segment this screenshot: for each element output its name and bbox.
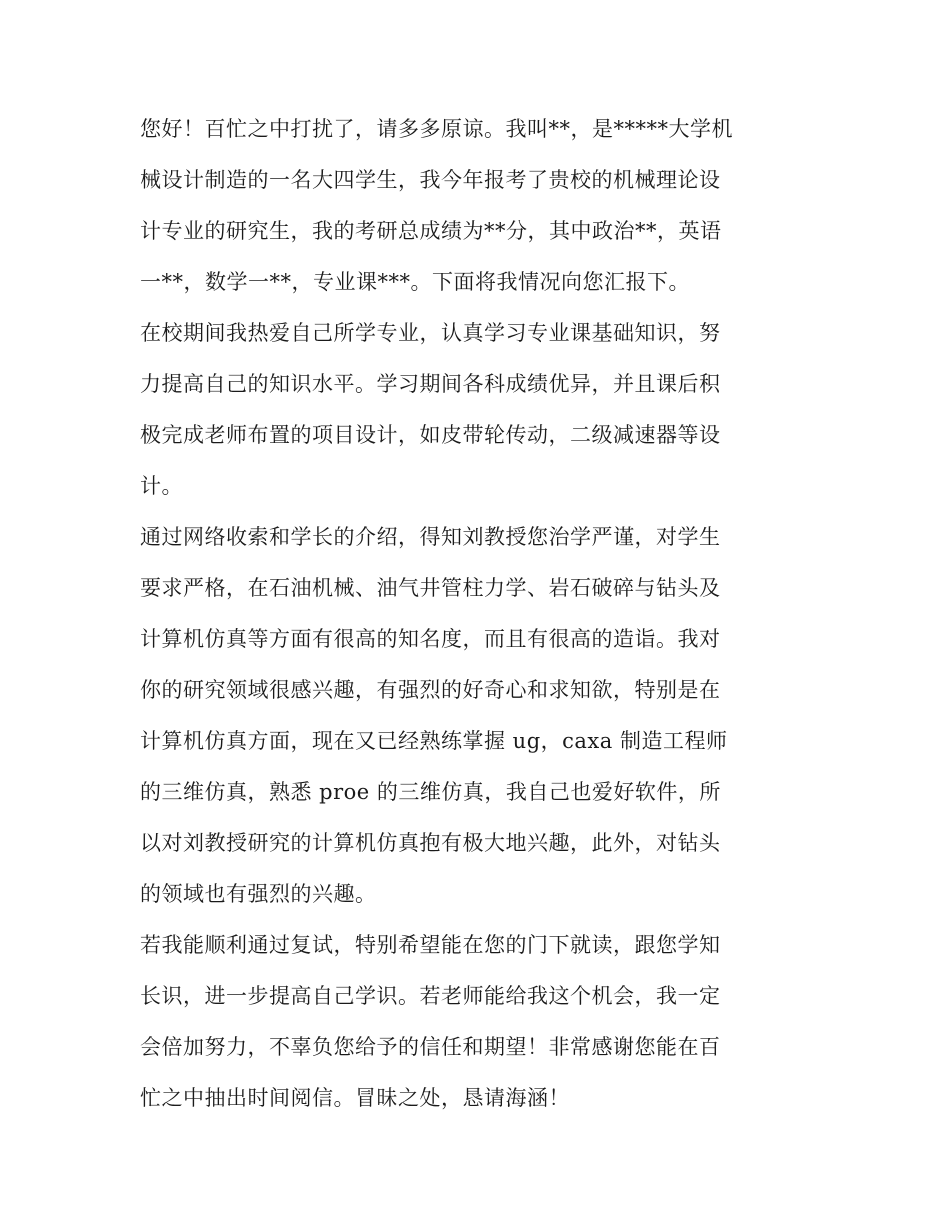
text-line: 计算机仿真方面，现在又已经熟练掌握 ug，caxa 制造工程师: [140, 729, 728, 753]
letter-body: [140, 104, 812, 1124]
paragraph-study: [140, 308, 812, 512]
text-line: 的三维仿真，熟悉 proe 的三维仿真，我自己也爱好软件，所: [140, 780, 721, 804]
paragraph-closing: [140, 920, 812, 1124]
text-line: 极完成老师布置的项目设计，如皮带轮传动，二级减速器等设: [140, 423, 721, 447]
text-line: 的领域也有强烈的兴趣。: [140, 882, 377, 906]
text-line: 您好！百忙之中打扰了，请多多原谅。我叫**，是*****大学机: [140, 117, 733, 141]
text-line: 会倍加努力，不辜负您给予的信任和期望！非常感谢您能在百: [140, 1035, 721, 1059]
text-line: 要求严格，在石油机械、油气井管柱力学、岩石破碎与钻头及: [140, 576, 721, 600]
text-line: 计算机仿真等方面有很高的知名度，而且有很高的造诣。我对: [140, 627, 721, 651]
text-line: 在校期间我热爱自己所学专业，认真学习专业课基础知识，努: [140, 321, 721, 345]
paragraph-research-interest: [140, 512, 812, 920]
text-line: 通过网络收索和学长的介绍，得知刘教授您治学严谨，对学生: [140, 525, 721, 549]
text-line: 械设计制造的一名大四学生，我今年报考了贵校的机械理论设: [140, 168, 721, 192]
text-line: 长识，进一步提高自己学识。若老师能给我这个机会，我一定: [140, 984, 721, 1008]
text-line: 一**，数学一**，专业课***。下面将我情况向您汇报下。: [140, 270, 690, 294]
text-line: 计。: [140, 474, 183, 498]
text-line: 忙之中抽出时间阅信。冒昧之处，恳请海涵！: [140, 1086, 570, 1110]
text-line: 计专业的研究生，我的考研总成绩为**分，其中政治**，英语: [140, 219, 722, 243]
paragraph-greeting: [140, 104, 812, 308]
text-line: 若我能顺利通过复试，特别希望能在您的门下就读，跟您学知: [140, 933, 721, 957]
text-line: 力提高自己的知识水平。学习期间各科成绩优异，并且课后积: [140, 372, 721, 396]
text-line: 你的研究领域很感兴趣，有强烈的好奇心和求知欲，特别是在: [140, 678, 721, 702]
text-line: 以对刘教授研究的计算机仿真抱有极大地兴趣，此外，对钻头: [140, 831, 721, 855]
